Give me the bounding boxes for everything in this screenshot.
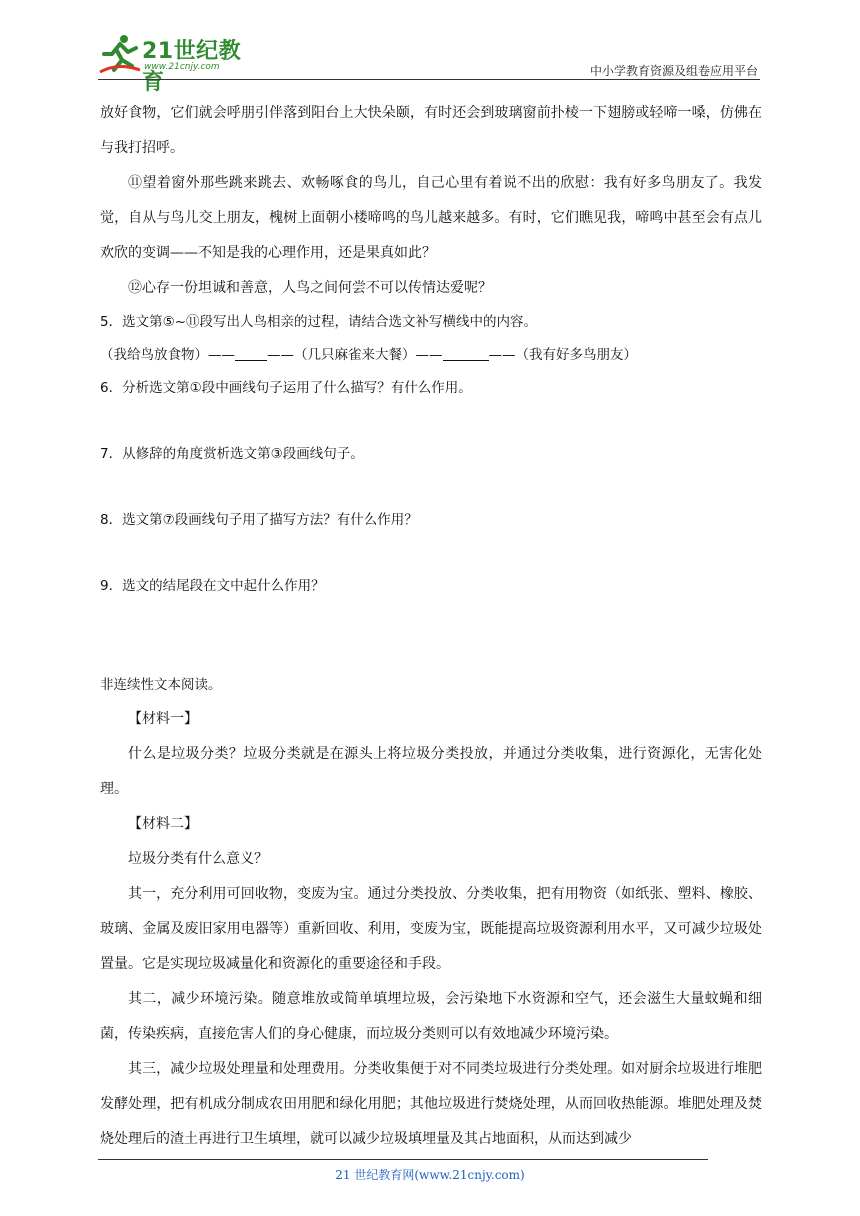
fill-part-3: ——（我有好多鸟朋友） bbox=[488, 347, 637, 363]
fill-part-2: ——（几只麻雀来大餐）—— bbox=[267, 347, 443, 363]
question-6: 6．分析选文第①段中画线句子运用了什么描写？有什么作用。 bbox=[100, 380, 472, 396]
footer-link[interactable]: 21 世纪教育网(www.21cnjy.com) bbox=[335, 1168, 525, 1182]
paragraph-10-continued: 放好食物，它们就会呼朋引伴落到阳台上大快朵颐，有时还会到玻璃窗前扑棱一下翅膀或轻啼一嗓，仿佛在与我打招呼。 bbox=[100, 105, 762, 156]
material-2-title: 【材料二】 bbox=[128, 816, 198, 832]
fill-part-1: （我给鸟放食物）—— bbox=[100, 347, 235, 363]
question-9: 9．选文的结尾段在文中起什么作用？ bbox=[100, 578, 325, 594]
blank-2[interactable] bbox=[443, 346, 489, 361]
question-5-fill-line bbox=[100, 339, 762, 372]
site-logo[interactable] bbox=[98, 32, 258, 95]
section-title: 非连续性文本阅读。 bbox=[100, 677, 222, 693]
material-1-text: 什么是垃圾分类？垃圾分类就是在源头上将垃圾分类投放，并通过分类收集，进行资源化，无害化处理。 bbox=[100, 746, 762, 797]
question-8: 8．选文第⑦段画线句子用了描写方法？有什么作用？ bbox=[100, 512, 418, 528]
logo-text: 21世纪教育 bbox=[142, 39, 242, 95]
logo-url: www.21cnjy.com bbox=[144, 62, 220, 72]
material-2-point-3: 其三，减少垃圾处理量和处理费用。分类收集便于对不同类垃圾进行分类处理。如对厨余垃圾进行堆肥发酵处理，把有机成分制成农田用肥和绿化用肥；其他垃圾进行焚烧处理，从而回收热能源。堆肥处理及焚烧处理后的渣土再进行卫生填埋，就可以减少垃圾填埋量及其占地面积，从而达到减少 bbox=[100, 1061, 762, 1147]
page-header bbox=[98, 30, 760, 95]
platform-name: 中小学教育资源及组卷应用平台 bbox=[589, 64, 758, 78]
footer-divider bbox=[98, 1159, 708, 1160]
material-2-point-1: 其一，充分利用可回收物，变废为宝。通过分类投放、分类收集，把有用物资（如纸张、塑料、橡胶、玻璃、金属及废旧家用电器等）重新回收、利用，变废为宝，既能提高垃圾资源利用水平，又可减少垃圾处置量。它是实现垃圾减量化和资源化的重要途径和手段。 bbox=[100, 886, 762, 972]
material-2-question: 垃圾分类有什么意义？ bbox=[128, 851, 268, 867]
material-1-title: 【材料一】 bbox=[128, 711, 198, 727]
document-body bbox=[100, 96, 762, 1157]
paragraph-11: ⑪望着窗外那些跳来跳去、欢畅啄食的鸟儿，自己心里有着说不出的欣慰：我有好多鸟朋友了。我发觉，自从与鸟儿交上朋友，槐树上面朝小楼啼鸣的鸟儿越来越多。有时，它们瞧见我，啼鸣中甚至会有点儿欢欣的变调——不知是我的心理作用，还是果真如此？ bbox=[100, 175, 762, 261]
question-5: 5．选文第⑤~⑪段写出人鸟相亲的过程，请结合选文补写横线中的内容。 bbox=[100, 314, 538, 330]
paragraph-12: ⑫心存一份坦诚和善意，人鸟之间何尝不可以传情达爱呢？ bbox=[128, 280, 492, 296]
blank-1[interactable] bbox=[235, 346, 267, 361]
question-7: 7．从修辞的角度赏析选文第③段画线句子。 bbox=[100, 446, 364, 462]
runner-icon bbox=[98, 32, 142, 76]
material-2-point-2: 其二，减少环境污染。随意堆放或简单填埋垃圾，会污染地下水资源和空气，还会滋生大量蚊蝇和细菌，传染疾病，直接危害人们的身心健康，而垃圾分类则可以有效地减少环境污染。 bbox=[100, 991, 762, 1042]
header-divider bbox=[98, 79, 760, 80]
